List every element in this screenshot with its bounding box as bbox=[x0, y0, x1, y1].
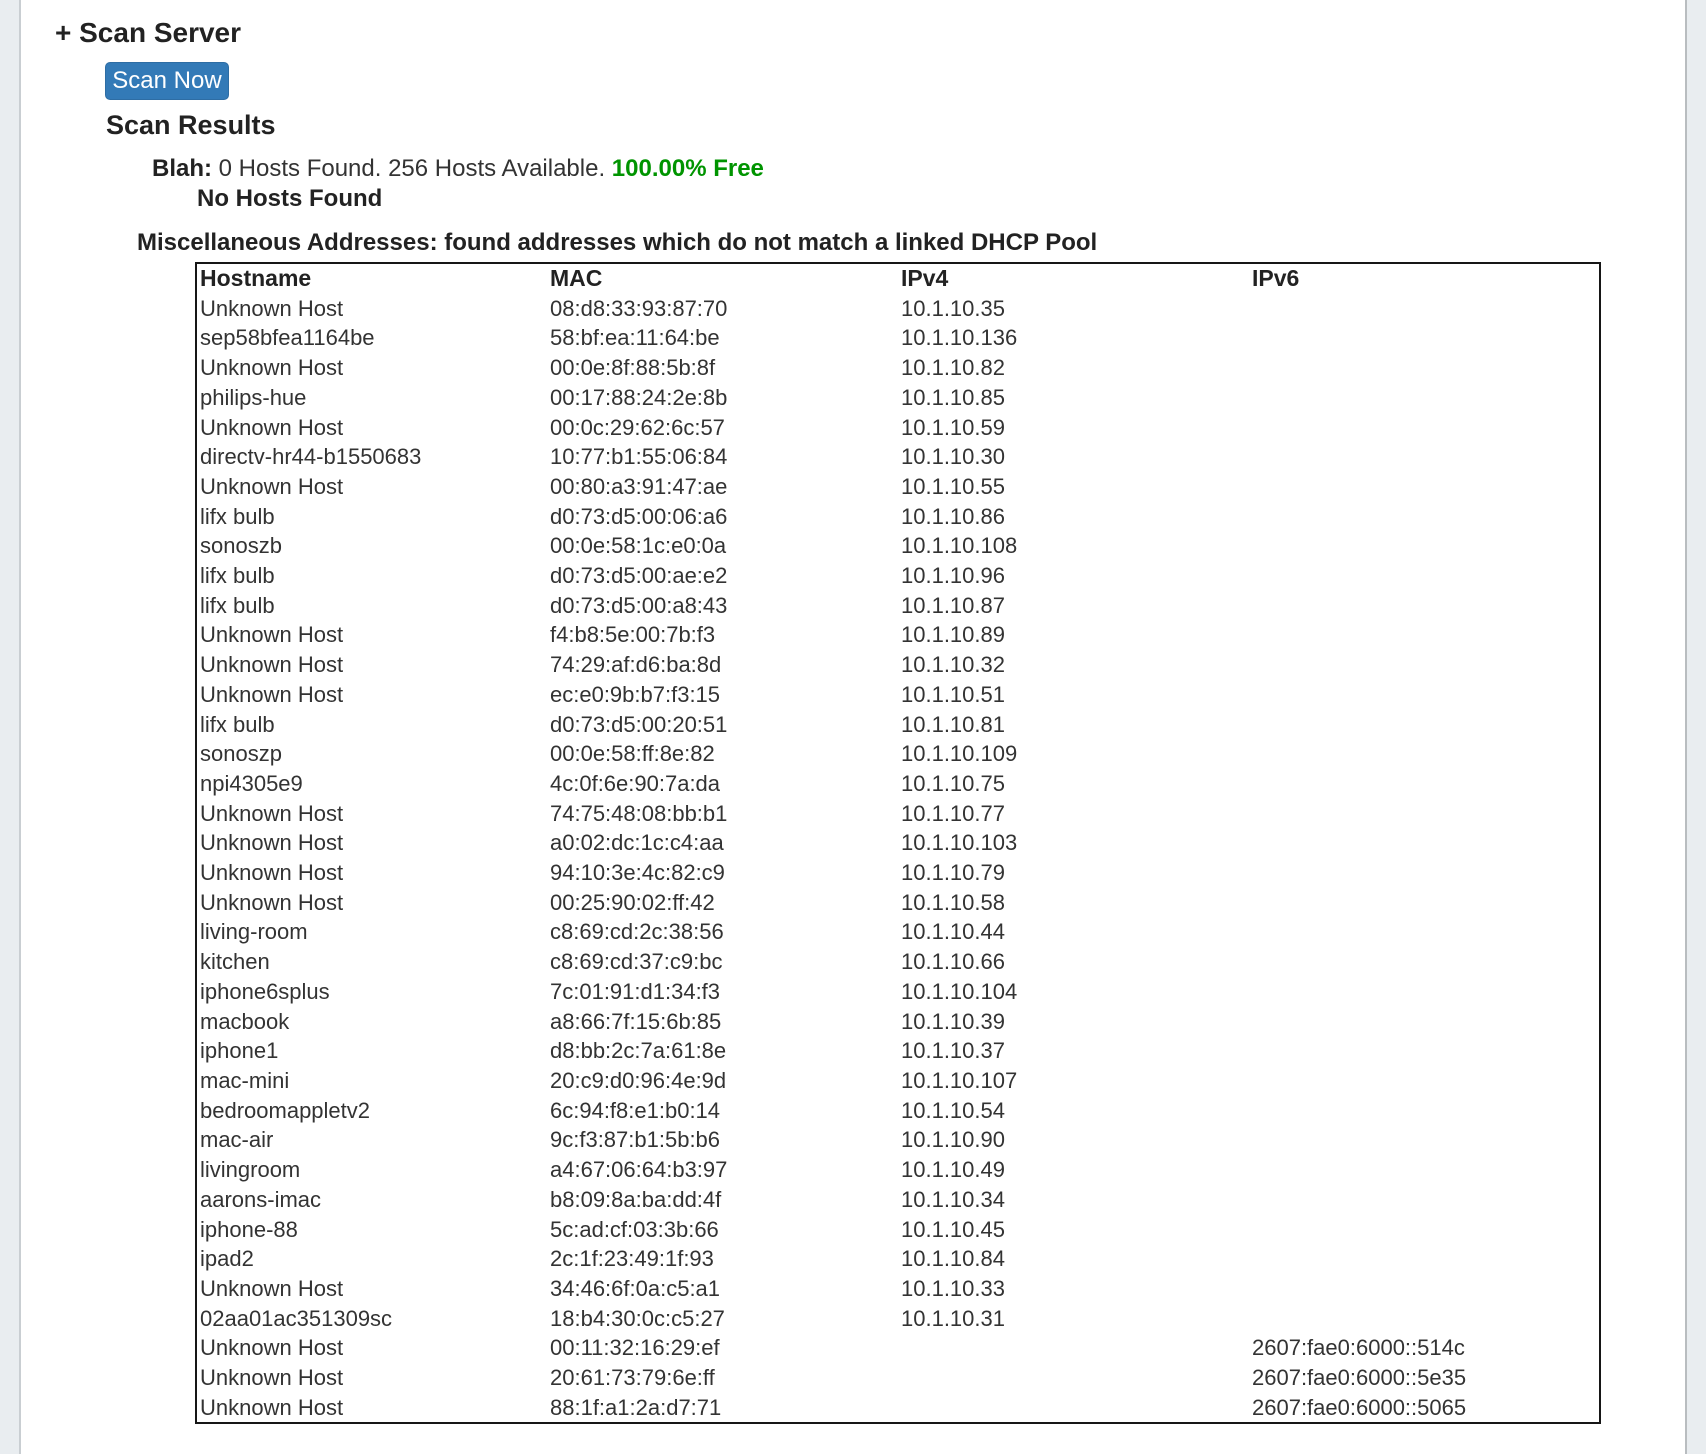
cell-hostname: Unknown Host bbox=[200, 622, 344, 648]
cell-mac: d0:73:d5:00:06:a6 bbox=[550, 503, 728, 529]
table-row bbox=[196, 858, 1600, 888]
cell-ipv4: 10.1.10.86 bbox=[901, 503, 1005, 529]
cell-ipv4: 10.1.10.79 bbox=[901, 860, 1005, 886]
cell-ipv4: 10.1.10.35 bbox=[901, 295, 1005, 321]
cell-ipv4: 10.1.10.55 bbox=[901, 473, 1005, 499]
cell-ipv4: 10.1.10.136 bbox=[901, 325, 1018, 351]
cell-hostname: sonoszb bbox=[200, 533, 282, 559]
cell-ipv6 bbox=[1249, 1304, 1600, 1334]
cell-ipv4: 10.1.10.85 bbox=[901, 384, 1005, 410]
cell-mac: 20:c9:d0:96:4e:9d bbox=[550, 1067, 727, 1093]
cell-hostname: lifx bulb bbox=[200, 503, 275, 529]
cell-ipv4: 10.1.10.37 bbox=[901, 1038, 1005, 1064]
cell-hostname: bedroomappletv2 bbox=[200, 1097, 371, 1123]
cell-hostname: Unknown Host bbox=[200, 652, 344, 678]
cell-mac: 20:61:73:79:6e:ff bbox=[550, 1365, 715, 1391]
cell-ipv6 bbox=[1249, 561, 1600, 591]
no-hosts-found-text: No Hosts Found bbox=[197, 185, 383, 212]
cell-ipv4: 10.1.10.31 bbox=[901, 1305, 1005, 1331]
cell-mac: 88:1f:a1:2a:d7:71 bbox=[550, 1394, 722, 1420]
table-row bbox=[196, 620, 1600, 650]
cell-ipv4: 10.1.10.34 bbox=[901, 1186, 1005, 1212]
cell-mac: 00:17:88:24:2e:8b bbox=[550, 384, 728, 410]
cell-ipv4: 10.1.10.107 bbox=[901, 1067, 1018, 1093]
cell-hostname: philips-hue bbox=[200, 384, 307, 410]
cell-ipv4: 10.1.10.39 bbox=[901, 1008, 1005, 1034]
cell-ipv4: 10.1.10.104 bbox=[901, 978, 1018, 1004]
cell-mac: 6c:94:f8:e1:b0:14 bbox=[550, 1097, 721, 1123]
table-row bbox=[196, 1066, 1600, 1096]
table-row bbox=[196, 769, 1600, 799]
table-row bbox=[196, 442, 1600, 472]
table-row bbox=[196, 1007, 1600, 1037]
cell-ipv6 bbox=[1249, 799, 1600, 829]
cell-mac: 00:0e:58:ff:8e:82 bbox=[550, 741, 715, 767]
cell-ipv4: 10.1.10.108 bbox=[901, 533, 1018, 559]
cell-hostname: Unknown Host bbox=[200, 1365, 344, 1391]
cell-hostname: Unknown Host bbox=[200, 1394, 344, 1420]
cell-ipv4: 10.1.10.58 bbox=[901, 889, 1005, 915]
cell-hostname: npi4305e9 bbox=[200, 770, 303, 796]
cell-hostname: 02aa01ac351309sc bbox=[200, 1305, 393, 1331]
table-row bbox=[196, 591, 1600, 621]
cell-mac: a4:67:06:64:b3:97 bbox=[550, 1157, 728, 1183]
cell-mac: d0:73:d5:00:a8:43 bbox=[550, 592, 728, 618]
scan-table-body bbox=[196, 294, 1600, 1424]
cell-mac: 00:11:32:16:29:ef bbox=[550, 1335, 720, 1361]
cell-hostname: aarons-imac bbox=[200, 1186, 322, 1212]
cell-ipv6 bbox=[1249, 1007, 1600, 1037]
cell-hostname: iphone1 bbox=[200, 1038, 279, 1064]
cell-hostname: lifx bulb bbox=[200, 711, 275, 737]
cell-mac: c8:69:cd:37:c9:bc bbox=[550, 949, 723, 975]
table-row bbox=[196, 1125, 1600, 1155]
table-row bbox=[196, 1274, 1600, 1304]
summary-label: Blah: bbox=[152, 155, 212, 182]
cell-ipv4 bbox=[898, 1393, 1249, 1424]
cell-ipv6 bbox=[1249, 620, 1600, 650]
cell-mac: d0:73:d5:00:20:51 bbox=[550, 711, 728, 737]
column-header-ipv4: IPv4 bbox=[901, 265, 949, 291]
table-row bbox=[196, 917, 1600, 947]
table-row bbox=[196, 888, 1600, 918]
cell-ipv6 bbox=[1249, 1185, 1600, 1215]
cell-hostname: Unknown Host bbox=[200, 889, 344, 915]
cell-ipv6 bbox=[1249, 680, 1600, 710]
cell-hostname: Unknown Host bbox=[200, 1335, 344, 1361]
cell-mac: a0:02:dc:1c:c4:aa bbox=[550, 830, 724, 856]
table-row bbox=[196, 680, 1600, 710]
cell-ipv6 bbox=[1249, 1036, 1600, 1066]
cell-ipv6 bbox=[1249, 472, 1600, 502]
cell-ipv4: 10.1.10.103 bbox=[901, 830, 1018, 856]
table-row bbox=[196, 353, 1600, 383]
cell-mac: 18:b4:30:0c:c5:27 bbox=[550, 1305, 725, 1331]
cell-mac: 5c:ad:cf:03:3b:66 bbox=[550, 1216, 719, 1242]
cell-ipv6 bbox=[1249, 1215, 1600, 1245]
column-header-ipv6: IPv6 bbox=[1252, 265, 1300, 291]
table-row bbox=[196, 1036, 1600, 1066]
cell-mac: 00:80:a3:91:47:ae bbox=[550, 473, 728, 499]
cell-ipv6 bbox=[1249, 1066, 1600, 1096]
cell-ipv6 bbox=[1249, 1244, 1600, 1274]
cell-ipv6 bbox=[1249, 323, 1600, 353]
table-row bbox=[196, 561, 1600, 591]
cell-ipv6 bbox=[1249, 1274, 1600, 1304]
scan-summary-line bbox=[152, 155, 764, 183]
cell-ipv6 bbox=[1249, 531, 1600, 561]
table-row bbox=[196, 650, 1600, 680]
cell-hostname: mac-air bbox=[200, 1127, 274, 1153]
scan-results-heading: Scan Results bbox=[106, 110, 276, 140]
cell-ipv6 bbox=[1249, 947, 1600, 977]
cell-hostname: directv-hr44-b1550683 bbox=[200, 444, 422, 470]
cell-mac: f4:b8:5e:00:7b:f3 bbox=[550, 622, 716, 648]
table-row bbox=[196, 323, 1600, 353]
left-gutter bbox=[0, 0, 21, 1454]
cell-ipv4: 10.1.10.66 bbox=[901, 949, 1005, 975]
table-row bbox=[196, 1096, 1600, 1126]
cell-ipv4 bbox=[898, 1363, 1249, 1393]
cell-mac: 00:0e:8f:88:5b:8f bbox=[550, 355, 716, 381]
cell-hostname: macbook bbox=[200, 1008, 290, 1034]
cell-ipv4: 10.1.10.44 bbox=[901, 919, 1005, 945]
cell-mac: 9c:f3:87:b1:5b:b6 bbox=[550, 1127, 721, 1153]
cell-ipv4: 10.1.10.96 bbox=[901, 563, 1005, 589]
summary-free-percentage: 100.00% Free bbox=[611, 155, 764, 182]
table-row bbox=[196, 502, 1600, 532]
cell-ipv6 bbox=[1249, 650, 1600, 680]
cell-ipv6 bbox=[1249, 294, 1600, 324]
right-gutter bbox=[1685, 0, 1706, 1454]
cell-hostname: Unknown Host bbox=[200, 414, 344, 440]
cell-ipv6 bbox=[1249, 710, 1600, 740]
cell-ipv4: 10.1.10.33 bbox=[901, 1275, 1005, 1301]
table-row bbox=[196, 531, 1600, 561]
cell-mac: 10:77:b1:55:06:84 bbox=[550, 444, 728, 470]
cell-hostname: livingroom bbox=[200, 1157, 301, 1183]
cell-mac: b8:09:8a:ba:dd:4f bbox=[550, 1186, 722, 1212]
cell-hostname: Unknown Host bbox=[200, 295, 344, 321]
cell-hostname: Unknown Host bbox=[200, 473, 344, 499]
cell-hostname: mac-mini bbox=[200, 1067, 290, 1093]
cell-ipv4: 10.1.10.75 bbox=[901, 770, 1005, 796]
cell-mac: 7c:01:91:d1:34:f3 bbox=[550, 978, 721, 1004]
table-row bbox=[196, 799, 1600, 829]
table-row bbox=[196, 1304, 1600, 1334]
table-row bbox=[196, 1215, 1600, 1245]
cell-ipv4 bbox=[898, 1333, 1249, 1363]
scan-server-section-toggle[interactable]: + Scan Server bbox=[55, 17, 242, 48]
cell-hostname: ipad2 bbox=[200, 1246, 254, 1272]
cell-ipv4: 10.1.10.30 bbox=[901, 444, 1005, 470]
cell-mac: 58:bf:ea:11:64:be bbox=[550, 325, 720, 351]
cell-hostname: Unknown Host bbox=[200, 860, 344, 886]
cell-mac: 00:0c:29:62:6c:57 bbox=[550, 414, 725, 440]
table-row bbox=[196, 1393, 1600, 1424]
cell-ipv4: 10.1.10.90 bbox=[901, 1127, 1005, 1153]
cell-ipv4: 10.1.10.82 bbox=[901, 355, 1005, 381]
cell-ipv6: 2607:fae0:6000::514c bbox=[1252, 1335, 1465, 1361]
cell-hostname: Unknown Host bbox=[200, 830, 344, 856]
cell-mac: c8:69:cd:2c:38:56 bbox=[550, 919, 724, 945]
table-row bbox=[196, 1185, 1600, 1215]
cell-ipv4: 10.1.10.54 bbox=[901, 1097, 1005, 1123]
cell-ipv6 bbox=[1249, 502, 1600, 532]
cell-hostname: kitchen bbox=[200, 949, 270, 975]
scan-now-button[interactable]: Scan Now bbox=[105, 62, 229, 100]
cell-ipv6 bbox=[1249, 888, 1600, 918]
cell-hostname: lifx bulb bbox=[200, 592, 275, 618]
cell-hostname: iphone6splus bbox=[200, 978, 330, 1004]
cell-ipv4: 10.1.10.109 bbox=[901, 741, 1018, 767]
cell-ipv6 bbox=[1249, 413, 1600, 443]
cell-ipv6: 2607:fae0:6000::5065 bbox=[1252, 1394, 1467, 1420]
miscellaneous-addresses-heading: Miscellaneous Addresses: found addresses which do not match a linked DHCP Pool bbox=[137, 229, 1098, 256]
cell-ipv6 bbox=[1249, 1096, 1600, 1126]
cell-ipv4: 10.1.10.51 bbox=[901, 681, 1005, 707]
cell-hostname: Unknown Host bbox=[200, 1275, 344, 1301]
cell-hostname: iphone-88 bbox=[200, 1216, 298, 1242]
cell-ipv4: 10.1.10.45 bbox=[901, 1216, 1005, 1242]
cell-ipv4: 10.1.10.59 bbox=[901, 414, 1005, 440]
cell-ipv6 bbox=[1249, 769, 1600, 799]
cell-ipv6 bbox=[1249, 858, 1600, 888]
cell-mac: 00:0e:58:1c:e0:0a bbox=[550, 533, 727, 559]
cell-hostname: lifx bulb bbox=[200, 563, 275, 589]
cell-ipv6 bbox=[1249, 917, 1600, 947]
cell-mac: d0:73:d5:00:ae:e2 bbox=[550, 563, 728, 589]
table-row bbox=[196, 828, 1600, 858]
cell-ipv4: 10.1.10.32 bbox=[901, 652, 1005, 678]
cell-hostname: sep58bfea1164be bbox=[200, 325, 375, 351]
cell-ipv6 bbox=[1249, 383, 1600, 413]
cell-mac: 74:75:48:08:bb:b1 bbox=[550, 800, 728, 826]
cell-ipv6 bbox=[1249, 1155, 1600, 1185]
summary-text: 0 Hosts Found. 256 Hosts Available. bbox=[212, 155, 612, 182]
cell-mac: 4c:0f:6e:90:7a:da bbox=[550, 770, 721, 796]
column-header-mac: MAC bbox=[550, 265, 603, 291]
table-row bbox=[196, 1363, 1600, 1393]
table-row bbox=[196, 413, 1600, 443]
cell-ipv4: 10.1.10.87 bbox=[901, 592, 1005, 618]
cell-ipv6 bbox=[1249, 442, 1600, 472]
table-row bbox=[196, 1155, 1600, 1185]
cell-mac: ec:e0:9b:b7:f3:15 bbox=[550, 681, 721, 707]
cell-ipv6 bbox=[1249, 353, 1600, 383]
cell-hostname: Unknown Host bbox=[200, 800, 344, 826]
cell-ipv6 bbox=[1249, 1125, 1600, 1155]
cell-ipv6 bbox=[1249, 591, 1600, 621]
table-row bbox=[196, 1244, 1600, 1274]
cell-hostname: living-room bbox=[200, 919, 308, 945]
cell-mac: 74:29:af:d6:ba:8d bbox=[550, 652, 722, 678]
cell-mac: 34:46:6f:0a:c5:a1 bbox=[550, 1275, 721, 1301]
cell-mac: 94:10:3e:4c:82:c9 bbox=[550, 860, 725, 886]
cell-ipv6 bbox=[1249, 977, 1600, 1007]
cell-hostname: Unknown Host bbox=[200, 355, 344, 381]
table-row bbox=[196, 294, 1600, 324]
cell-ipv4: 10.1.10.77 bbox=[901, 800, 1005, 826]
cell-hostname: sonoszp bbox=[200, 741, 282, 767]
table-row bbox=[196, 739, 1600, 769]
table-row bbox=[196, 710, 1600, 740]
table-header bbox=[196, 263, 1600, 294]
cell-mac: d8:bb:2c:7a:61:8e bbox=[550, 1038, 727, 1064]
cell-ipv4: 10.1.10.84 bbox=[901, 1246, 1005, 1272]
cell-ipv6 bbox=[1249, 739, 1600, 769]
cell-mac: 2c:1f:23:49:1f:93 bbox=[550, 1246, 714, 1272]
cell-ipv4: 10.1.10.81 bbox=[901, 711, 1005, 737]
cell-ipv6: 2607:fae0:6000::5e35 bbox=[1252, 1365, 1467, 1391]
column-header-hostname: Hostname bbox=[200, 265, 312, 291]
cell-ipv4: 10.1.10.49 bbox=[901, 1157, 1005, 1183]
table-row bbox=[196, 383, 1600, 413]
miscellaneous-addresses-table bbox=[195, 262, 1601, 1424]
cell-mac: 00:25:90:02:ff:42 bbox=[550, 889, 715, 915]
cell-ipv6 bbox=[1249, 828, 1600, 858]
table-row bbox=[196, 1333, 1600, 1363]
cell-mac: a8:66:7f:15:6b:85 bbox=[550, 1008, 722, 1034]
table-row bbox=[196, 472, 1600, 502]
table-row bbox=[196, 947, 1600, 977]
cell-mac: 08:d8:33:93:87:70 bbox=[550, 295, 728, 321]
cell-hostname: Unknown Host bbox=[200, 681, 344, 707]
cell-ipv4: 10.1.10.89 bbox=[901, 622, 1005, 648]
table-row bbox=[196, 977, 1600, 1007]
